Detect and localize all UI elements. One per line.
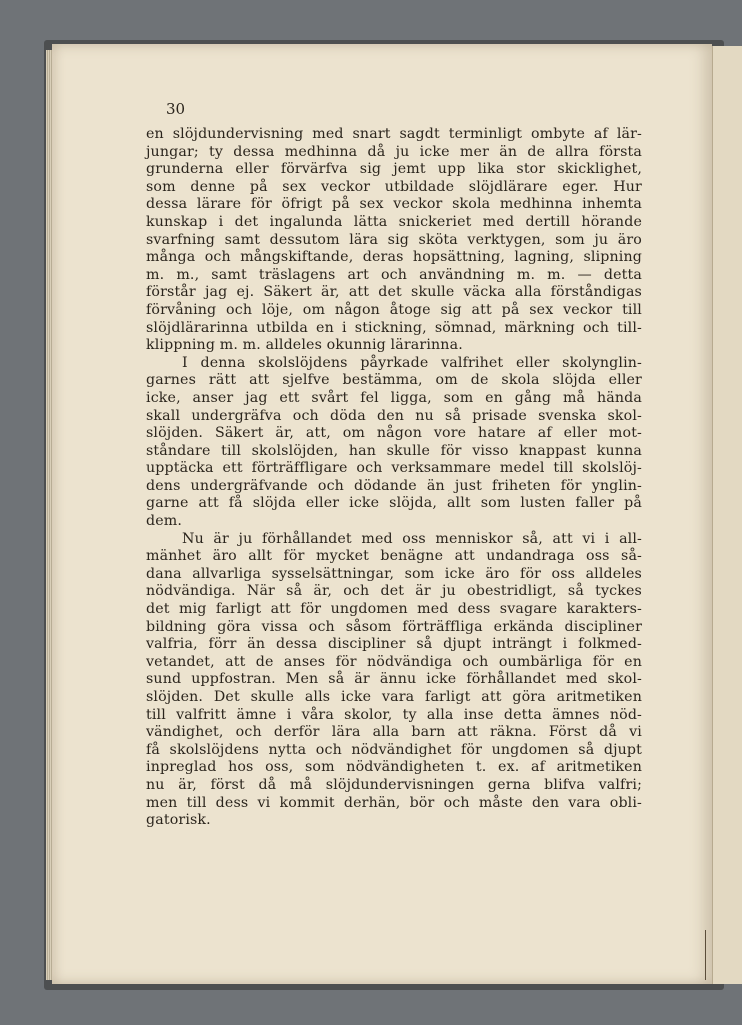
text-line: slöjdlärarinna utbilda en i stickning, sömnad, märkning och till- [146, 319, 642, 336]
text-line: dessa lärare för öfrigt på sex veckor skola medhinna inhemta [146, 196, 642, 213]
text-line: ståndare till skolslöjden, han skulle för visso knappast kunna [146, 442, 642, 459]
text-line: vetandet, att de anses för nödvändiga och oumbärliga för en [146, 653, 642, 670]
facing-page-mark [705, 930, 706, 980]
text-line: klippning m. m. alldeles okunnig lärarinna. [146, 337, 463, 354]
text-line: slöjden. Säkert är, att, om någon vore hatare af eller mot- [146, 425, 642, 442]
text-line: icke, anser jag ett svårt fel ligga, som en gång må hända [146, 389, 642, 406]
body-text [146, 126, 642, 830]
text-line: inpreglad hos oss, som nödvändigheten t. ex. af aritmetiken [146, 759, 642, 776]
text-line: det mig farligt att för ungdomen med dess svagare karakters- [146, 601, 642, 618]
text-line: upptäcka ett förträffligare och verksammare medel till skolslöj- [146, 460, 642, 477]
text-line: garnes rätt att sjelfve bestämma, om de skola slöjda eller [146, 372, 642, 389]
text-line: som denne på sex veckor utbildade slöjdlärare eger. Hur [146, 178, 642, 195]
text-line: förstår jag ej. Säkert är, att det skulle väcka alla förståndigas [146, 284, 642, 301]
text-line: m. m., samt träslagens art och användning m. m. — detta [146, 266, 642, 283]
text-line: många och mångskiftande, deras hopsättning, lagning, slipning [146, 249, 642, 266]
text-line: en slöjdundervisning med snart sagdt terminligt ombyte af lär- [146, 126, 642, 142]
paragraph [146, 126, 642, 355]
text-line: kunskap i det ingalunda lätta snickeriet med dertill hörande [146, 213, 642, 230]
text-line: till valfritt ämne i våra skolor, ty alla inse detta ämnes nöd- [146, 706, 642, 723]
text-line: garne att få slöjda eller icke slöjda, allt som lusten faller på [146, 495, 642, 512]
text-line: bildning göra vissa och såsom förträffliga erkända discipliner [146, 618, 642, 635]
text-line: sund uppfostran. Men så är ännu icke förhållandet med skol- [146, 671, 642, 688]
text-line: skall undergräfva och döda den nu så prisade svenska skol- [146, 407, 642, 424]
text-line: grunderna eller förvärfva sig jemt upp lika stor skicklighet, [146, 161, 642, 178]
text-line: I denna skolslöjdens påyrkade valfrihet eller skolynglin- [182, 354, 642, 371]
text-line: nödvändiga. När så är, och det är ju obestridligt, så tyckes [146, 583, 642, 600]
text-line: dens undergräfvande och dödande än just friheten för ynglin- [146, 477, 642, 494]
text-line: dana allvarliga sysselsättningar, som icke äro för oss alldeles [146, 565, 642, 582]
text-line: vändighet, och derför lära alla barn att räkna. Först då vi [146, 724, 642, 741]
text-line: svarfning samt dessutom lära sig sköta verktygen, som ju äro [146, 231, 642, 248]
text-line: dem. [146, 513, 183, 530]
text-line: Nu är ju förhållandet med oss menniskor så, att vi i all- [182, 530, 642, 547]
text-line: nu är, först då må slöjdundervisningen gerna blifva valfri; [146, 776, 642, 793]
paragraph [146, 355, 642, 531]
page-number: 30 [166, 100, 186, 118]
text-line: men till dess vi kommit derhän, bör och måste den vara obli- [146, 794, 642, 811]
text-line: jungar; ty dessa medhinna då ju icke mer än de allra första [146, 143, 642, 160]
paragraph [146, 531, 642, 830]
text-line: slöjden. Det skulle alls icke vara farligt att göra aritmetiken [146, 689, 642, 705]
text-line: få skolslöjdens nytta och nödvändighet för ungdomen så djupt [146, 741, 642, 758]
text-line: förvåning och löje, om någon åtoge sig att på sex veckor till [146, 301, 642, 318]
text-line: valfria, förr än dessa discipliner så djupt inträngt i folkmed- [146, 636, 642, 653]
text-line: gatorisk. [146, 812, 211, 829]
facing-page-edge [712, 46, 742, 984]
text-line: mänhet äro allt för mycket benägne att undandraga oss så- [146, 548, 642, 565]
